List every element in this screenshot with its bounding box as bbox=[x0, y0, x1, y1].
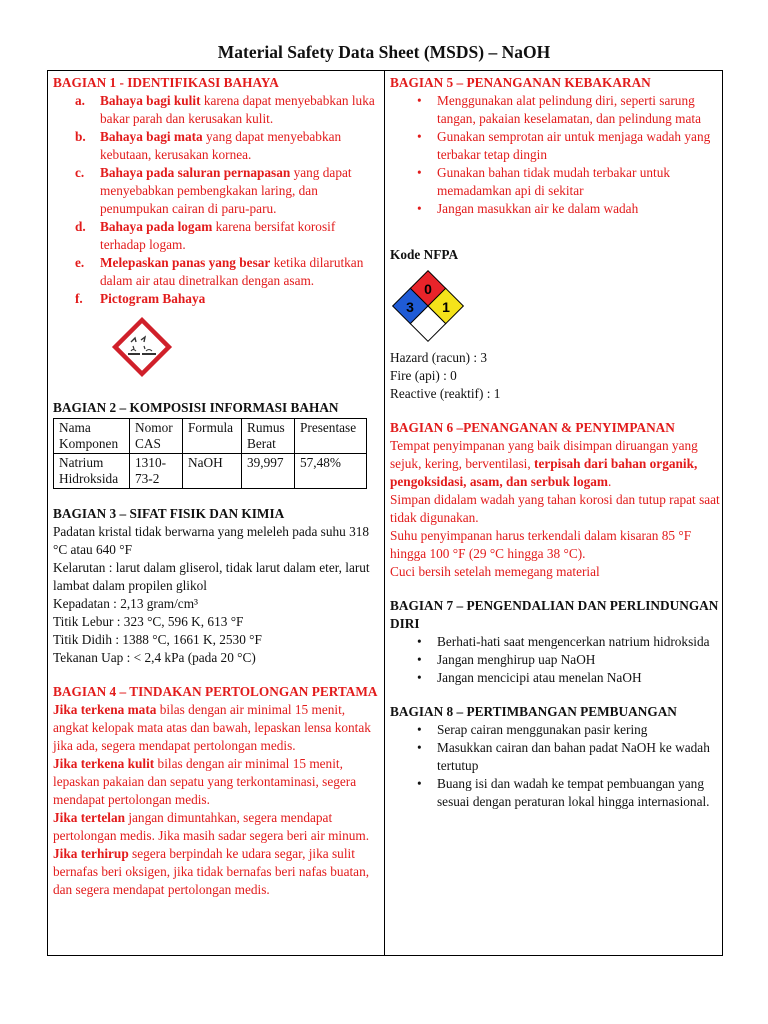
section-7-heading: BAGIAN 7 – PENGENDALIAN DAN PERLINDUNGAN DIRI bbox=[390, 598, 719, 631]
nfpa-health-value: 3 bbox=[406, 299, 414, 315]
hazard-item: a. Bahaya bagi kulit karena dapat menyebabkan luka bakar parah dan kerusakan kulit. bbox=[75, 93, 375, 126]
list-item: • Masukkan cairan dan bahan padat NaOH ke wadah tertutup bbox=[417, 740, 710, 773]
property-line: Kelarutan : larut dalam gliserol, tidak larut dalam eter, larut lambat dalam propilen glikol bbox=[53, 560, 370, 593]
nfpa-fire-value: 0 bbox=[424, 281, 432, 297]
storage-paragraph: Suhu penyimpanan harus terkendali dalam kisaran 85 °F hingga 100 °F (29 °C hingga 38 °C). bbox=[390, 528, 692, 561]
list-item: • Gunakan semprotan air untuk menjaga wadah yang terbakar tetap dingin bbox=[417, 129, 711, 162]
first-aid-paragraph: Jika terkena mata bilas dengan air minimal 15 menit, angkat kelopak mata atas dan bawah, lepaskan lensa kontak jika ada, segera mendapat pertolongan medis. bbox=[53, 702, 371, 753]
table-header-cell: Presentase bbox=[295, 419, 367, 454]
first-aid-paragraph: Jika terhirup segera berpindah ke udara segar, jika sulit bernafas beri oksigen, jika tidak bernafas beri nafas buatan, dan segera mendapat pertolongan medis. bbox=[53, 846, 370, 897]
section-1-heading: BAGIAN 1 - IDENTIFIKASI BAHAYA bbox=[53, 75, 279, 90]
page-title: Material Safety Data Sheet (MSDS) – NaOH bbox=[217, 42, 551, 62]
corrosive-pictogram-icon bbox=[111, 316, 173, 378]
property-line: Kepadatan : 2,13 gram/cm³ bbox=[53, 596, 199, 611]
table-cell: 57,48% bbox=[295, 454, 367, 489]
section-5-heading: BAGIAN 5 – PENANGANAN KEBAKARAN bbox=[390, 75, 651, 90]
nfpa-diamond-icon bbox=[390, 268, 466, 344]
table-cell: NaOH bbox=[183, 454, 242, 489]
list-item: • Gunakan bahan tidak mudah terbakar untuk memadamkan api di sekitar bbox=[417, 165, 670, 198]
left-column bbox=[53, 74, 379, 899]
hazard-item: e. Melepaskan panas yang besar ketika dilarutkan dalam air atau dinetralkan dengan asam. bbox=[75, 255, 364, 288]
property-line: Titik Lebur : 323 °C, 596 K, 613 °F bbox=[53, 614, 244, 629]
hazard-item: c. Bahaya pada saluran pernapasan yang dapat menyebabkan pembengkakan laring, dan penumpukan cairan di paru-paru. bbox=[75, 165, 352, 216]
storage-paragraph: Tempat penyimpanan yang baik disimpan diruangan yang sejuk, kering, berventilasi, terpisah dari bahan organik, pengoksidasi, asam, dan serbuk logam. bbox=[390, 438, 698, 489]
list-item: • Serap cairan menggunakan pasir kering bbox=[417, 722, 648, 737]
section-2-heading: BAGIAN 2 – KOMPOSISI INFORMASI BAHAN bbox=[53, 400, 339, 415]
hazard-item: f. Pictogram Bahaya bbox=[75, 291, 206, 306]
nfpa-reactivity-value: 1 bbox=[442, 299, 450, 315]
nfpa-line: Reactive (reaktif) : 1 bbox=[390, 386, 501, 401]
storage-paragraph: Simpan didalam wadah yang tahan korosi dan tutup rapat saat tidak digunakan. bbox=[390, 492, 720, 525]
table-cell: Natrium Hidroksida bbox=[54, 454, 130, 489]
list-item: • Jangan menghirup uap NaOH bbox=[417, 652, 596, 667]
section-6-heading: BAGIAN 6 –PENANGANAN & PENYIMPANAN bbox=[390, 420, 675, 435]
list-item: • Jangan masukkan air ke dalam wadah bbox=[417, 201, 639, 216]
hazard-item: d. Bahaya pada logam karena bersifat korosif terhadap logam. bbox=[75, 219, 336, 252]
table-cell: 1310-73-2 bbox=[130, 454, 183, 489]
section-8-heading: BAGIAN 8 – PERTIMBANGAN PEMBUANGAN bbox=[390, 704, 677, 719]
nfpa-line: Fire (api) : 0 bbox=[390, 368, 457, 383]
protection-list bbox=[390, 633, 720, 687]
storage-paragraph: Cuci bersih setelah memegang material bbox=[390, 564, 600, 579]
hazard-item: b. Bahaya bagi mata yang dapat menyebabkan kebutaan, kerusakan kornea. bbox=[75, 129, 342, 162]
list-item: • Buang isi dan wadah ke tempat pembuangan yang sesuai dengan peraturan lokal hingga internasional. bbox=[417, 776, 710, 809]
right-column bbox=[390, 74, 720, 811]
nfpa-heading: Kode NFPA bbox=[390, 247, 459, 262]
property-line: Titik Didih : 1388 °C, 1661 K, 2530 °F bbox=[53, 632, 262, 647]
column-divider bbox=[384, 70, 385, 956]
section-4-heading: BAGIAN 4 – TINDAKAN PERTOLONGAN PERTAMA bbox=[53, 684, 378, 699]
table-header-cell: Formula bbox=[183, 419, 242, 454]
table-header-cell: Rumus Berat bbox=[242, 419, 295, 454]
table-cell: 39,997 bbox=[242, 454, 295, 489]
table-header-cell: Nama Komponen bbox=[54, 419, 130, 454]
property-line: Padatan kristal tidak berwarna yang meleleh pada suhu 318 °C atau 640 °F bbox=[53, 524, 370, 557]
list-item: • Jangan mencicipi atau menelan NaOH bbox=[417, 670, 642, 685]
disposal-list bbox=[390, 721, 720, 811]
first-aid-paragraph: Jika tertelan jangan dimuntahkan, segera mendapat pertolongan medis. Jika masih sadar segera beri air minum. bbox=[53, 810, 370, 843]
nfpa-line: Hazard (racun) : 3 bbox=[390, 350, 488, 365]
table-row bbox=[54, 454, 367, 489]
list-item: • Menggunakan alat pelindung diri, seperti sarung tangan, pakaian keselamatan, dan pelindung mata bbox=[417, 93, 701, 126]
first-aid-paragraph: Jika terkena kulit bilas dengan air minimal 15 menit, lepaskan pakaian dan sepatu yang terkontaminasi, segera mendapat pertolongan medis. bbox=[53, 756, 357, 807]
fire-handling-list bbox=[390, 92, 720, 218]
hazard-list bbox=[53, 92, 379, 308]
list-item: • Berhati-hati saat mengencerkan natrium hidroksida bbox=[417, 634, 710, 649]
property-line: Tekanan Uap : < 2,4 kPa (pada 20 °C) bbox=[53, 650, 256, 665]
table-header-cell: Nomor CAS bbox=[130, 419, 183, 454]
composition-table bbox=[53, 418, 367, 489]
section-3-heading: BAGIAN 3 – SIFAT FISIK DAN KIMIA bbox=[53, 506, 285, 521]
table-header-row bbox=[54, 419, 367, 454]
